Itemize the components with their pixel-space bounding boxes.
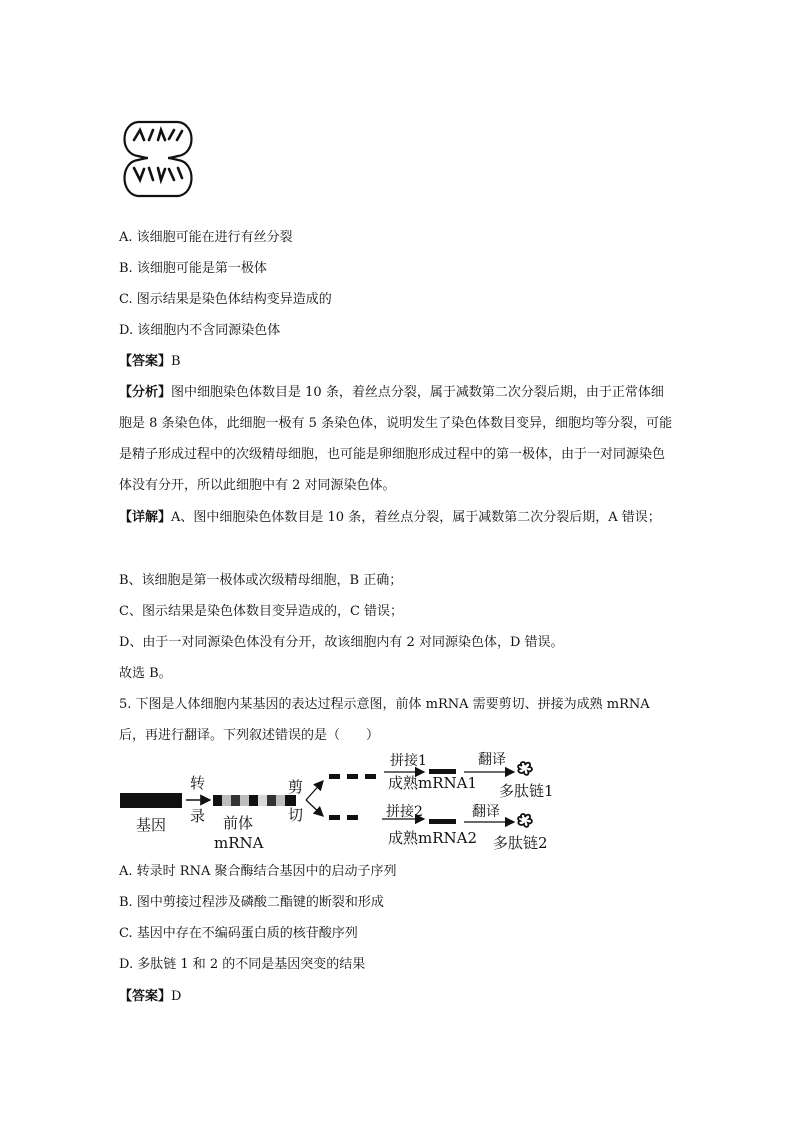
- transcription-label-2: 录: [190, 807, 206, 825]
- q4-conclusion: 故选 B。: [119, 666, 172, 681]
- cut-label-1: 剪: [288, 778, 304, 796]
- mature-mrna-bar-1: [429, 769, 456, 774]
- q4-option-c: C. 图示结果是染色体结构变异造成的: [119, 292, 332, 307]
- exon-segments-lower: [329, 815, 358, 820]
- q5-answer: 【答案】D: [119, 989, 182, 1004]
- peptide-label-2: 多肽链2: [493, 834, 548, 852]
- peptide-label-1: 多肽链1: [499, 782, 554, 800]
- pre-mrna-label-1: 前体: [223, 814, 254, 832]
- cut-arrow-upper: [306, 781, 323, 800]
- mature-mrna-label-1: 成熟mRNA1: [388, 774, 478, 792]
- dividing-cell-figure: [118, 118, 196, 198]
- q4-option-d: D. 该细胞内不含同源染色体: [119, 323, 281, 338]
- q4-detail-a: 【详解】A、图中细胞染色体数目是 10 条，着丝点分裂，属于减数第二次分裂后期，A 错误；: [119, 510, 661, 525]
- q5-option-a: A. 转录时 RNA 聚合酶结合基因中的启动子序列: [119, 864, 397, 879]
- q4-answer: 【答案】B: [119, 354, 181, 369]
- polypeptide-icon-2: [518, 814, 532, 827]
- pre-mrna-label-2: mRNA: [214, 834, 264, 852]
- q4-analysis: 【分析】图中细胞染色体数目是 10 条，着丝点分裂，属于减数第二次分裂后期，由于正常体细胞是 8 条染色体，此细胞一极有 5 条染色体，说明发生了染色体数目变异，细胞均等分裂，可能是精子形成过程中的次级精母细胞，也可能是卵细胞形成过程中的第一极体，由于一对同源染色体没有分开，所以此细胞中有 2 对同源染色体。: [119, 385, 673, 493]
- translate-label-1: 翻译: [478, 752, 506, 768]
- splice-label-1: 拼接1: [390, 753, 427, 769]
- gene-expression-diagram: [118, 748, 568, 858]
- mature-mrna-bar-2: [429, 819, 456, 824]
- q5-option-c: C. 基因中存在不编码蛋白质的核苷酸序列: [119, 926, 358, 941]
- cut-label-2: 切: [288, 806, 304, 824]
- q5-stem: 5. 下图是人体细胞内某基因的表达过程示意图，前体 mRNA 需要剪切、拼接为成熟 mRNA 后，再进行翻译。下列叙述错误的是（ ）: [119, 697, 650, 743]
- exon-segments-upper: [329, 774, 376, 779]
- q4-detail-d: D、由于一对同源染色体没有分开，故该细胞内有 2 对同源染色体，D 错误。: [119, 635, 564, 650]
- transcription-label-1: 转: [190, 774, 206, 792]
- splice-label-2: 拼接2: [386, 804, 423, 820]
- cut-arrow-lower: [306, 800, 323, 816]
- mature-mrna-label-2: 成熟mRNA2: [388, 829, 478, 847]
- gene-bar: [120, 793, 182, 808]
- q4-detail-c: C、图示结果是染色体数目变异造成的，C 错误；: [119, 604, 404, 619]
- polypeptide-icon-1: [518, 762, 532, 775]
- gene-label: 基因: [136, 816, 167, 834]
- q4-option-b: B. 该细胞可能是第一极体: [119, 261, 267, 276]
- translate-label-2: 翻译: [472, 804, 500, 820]
- q4-option-a: A. 该细胞可能在进行有丝分裂: [119, 230, 293, 245]
- pre-mrna-bar: [213, 795, 296, 806]
- q5-option-d: D. 多肽链 1 和 2 的不同是基因突变的结果: [119, 957, 366, 972]
- q5-option-b: B. 图中剪接过程涉及磷酸二酯键的断裂和形成: [119, 895, 384, 910]
- q4-detail-b: B、该细胞是第一极体或次级精母细胞，B 正确；: [119, 573, 403, 588]
